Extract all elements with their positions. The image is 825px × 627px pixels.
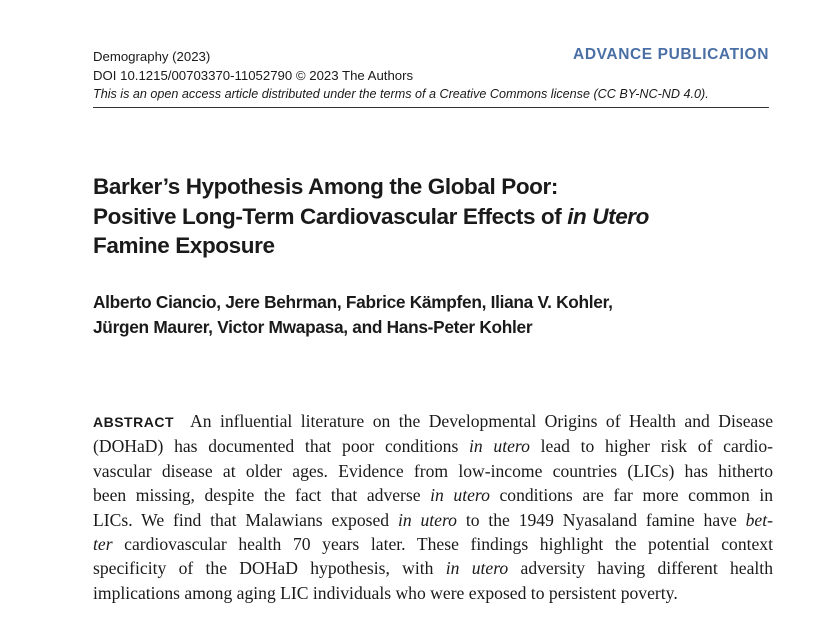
abstract-italic: in utero <box>469 436 530 457</box>
abstract-text: LICs. We find that Malawians exposed <box>93 509 398 530</box>
article-header <box>93 47 769 104</box>
doi-copyright: DOI 10.1215/00703370-11052790 © 2023 The Authors <box>93 68 414 83</box>
abstract-text: lead to higher risk of cardio- <box>529 436 773 457</box>
abstract-italic: in utero <box>430 485 490 506</box>
header-divider <box>93 107 769 108</box>
title-line-1: Barker’s Hypothesis Among the Global Poor: <box>93 174 558 199</box>
abstract-line <box>93 556 773 580</box>
abstract-text: (DOHaD) has documented that poor conditions <box>93 436 470 457</box>
abstract-italic: ter <box>93 534 113 555</box>
abstract-text: been missing, despite the fact that adverse <box>93 485 431 506</box>
title-italic-phrase: in Utero <box>567 203 650 229</box>
journal-name: Demography (2023) <box>93 49 211 64</box>
advance-publication-label: ADVANCE PUBLICATION <box>573 46 769 63</box>
abstract-text: cardiovascular health 70 years later. These findings highlight the potential context <box>112 534 773 555</box>
author-list <box>93 290 783 340</box>
authors-line-1: Alberto Ciancio, Jere Behrman, Fabrice Kämpfen, Iliana V. Kohler, <box>93 292 613 312</box>
abstract-line: vascular disease at older ages. Evidence from low-income countries (LICs) has hitherto <box>93 460 773 481</box>
title-line-2 <box>93 202 773 232</box>
abstract-italic: bet- <box>745 509 773 530</box>
abstract-italic: in utero <box>397 509 457 530</box>
abstract-text: conditions are far more common in <box>489 485 774 506</box>
abstract-text: adversity having different health <box>508 558 773 579</box>
abstract-text: An influential literature on the Developmental Origins of Health and Disease <box>189 411 774 431</box>
abstract <box>93 409 773 605</box>
abstract-line: implications among aging LIC individuals who were exposed to persistent poverty. <box>93 582 678 603</box>
abstract-text: specificity of the DOHaD hypothesis, with <box>93 558 446 579</box>
license-note: This is an open access article distributed under the terms of a Creative Commons license (CC BY-NC-ND 4.0). <box>93 87 709 101</box>
authors-line-2: Jürgen Maurer, Victor Mwapasa, and Hans-Peter Kohler <box>93 317 533 337</box>
title-text: Positive Long-Term Cardiovascular Effects of <box>93 203 568 229</box>
abstract-line <box>93 483 773 507</box>
abstract-line <box>93 409 773 434</box>
title-line-3: Famine Exposure <box>93 233 275 258</box>
abstract-italic: in utero <box>445 558 509 579</box>
abstract-label: ABSTRACT <box>93 414 174 430</box>
article-title <box>93 172 773 261</box>
abstract-text: to the 1949 Nyasaland famine have <box>456 509 746 530</box>
abstract-line <box>93 508 773 532</box>
abstract-line <box>93 532 773 556</box>
abstract-line <box>93 434 773 458</box>
